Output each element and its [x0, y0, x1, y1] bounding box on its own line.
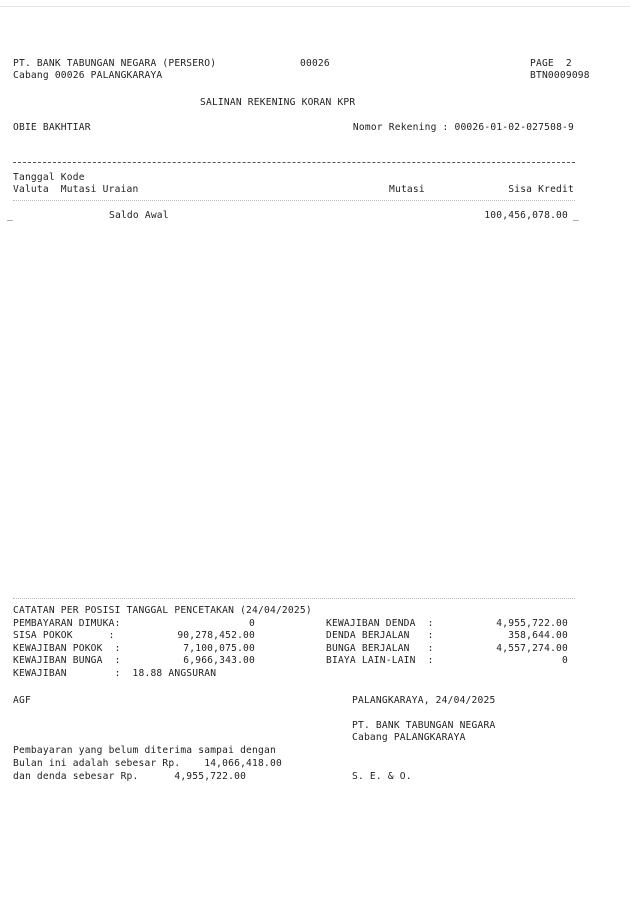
summary-right-value: 4,955,722.00 — [496, 618, 568, 629]
summary-left-label: KEWAJIBAN : 18.88 ANGSURAN — [13, 668, 217, 679]
branch-code: 00026 — [300, 58, 330, 69]
summary-right-label: KEWAJIBAN DENDA : — [326, 618, 434, 629]
summary-right-label: DENDA BERJALAN : — [326, 630, 434, 641]
note-line-1: Pembayaran yang belum diterima sampai dengan — [13, 745, 276, 756]
summary-left-label: KEWAJIBAN BUNGA : — [13, 655, 121, 666]
summary-right-value: 4,557,274.00 — [496, 643, 568, 654]
col-header-date-code: Tanggal Kode — [13, 172, 85, 183]
col-header-valuta-mutasi-uraian: Valuta Mutasi Uraian — [13, 184, 139, 195]
row-left-marker: _ — [7, 210, 13, 221]
col-header-mutasi: Mutasi — [389, 184, 425, 195]
summary-left-value: 0 — [249, 618, 255, 629]
place-date: PALANGKARAYA, 24/04/2025 — [352, 695, 496, 706]
summary-right-value: 0 — [562, 655, 568, 666]
summary-left-label: SISA POKOK : — [13, 630, 115, 641]
summary-right-label: BUNGA BERJALAN : — [326, 643, 434, 654]
table-top-divider — [13, 162, 575, 163]
document-title: SALINAN REKENING KORAN KPR — [200, 97, 356, 108]
summary-title: CATATAN PER POSISI TANGGAL PENCETAKAN (24/04/2025) — [13, 605, 312, 616]
top-border — [0, 6, 630, 7]
summary-left-value: 6,966,343.00 — [183, 655, 255, 666]
summary-left-value: 90,278,452.00 — [177, 630, 255, 641]
note-line-2: Bulan ini adalah sebesar Rp. 14,066,418.00 — [13, 758, 282, 769]
document-code: BTN0009098 — [530, 70, 590, 81]
footer-bank-name: PT. BANK TABUNGAN NEGARA — [352, 720, 496, 731]
agf-code: AGF — [13, 695, 31, 706]
summary-left-value: 7,100,075.00 — [183, 643, 255, 654]
summary-right-value: 358,644.00 — [508, 630, 568, 641]
table-header-divider — [13, 200, 575, 201]
errors-omissions-note: S. E. & O. — [352, 771, 412, 782]
row-description: Saldo Awal — [109, 210, 169, 221]
footer-branch: Cabang PALANGKARAYA — [352, 732, 466, 743]
branch-name: Cabang 00026 PALANGKARAYA — [13, 70, 163, 81]
summary-divider — [13, 598, 575, 599]
page-number: PAGE 2 — [530, 58, 572, 69]
account-number: Nomor Rekening : 00026-01-02-027508-9 — [352, 122, 574, 133]
account-holder: OBIE BAKHTIAR — [13, 122, 91, 133]
summary-right-label: BIAYA LAIN-LAIN : — [326, 655, 434, 666]
bank-name: PT. BANK TABUNGAN NEGARA (PERSERO) — [13, 58, 217, 69]
row-sisa-kredit: 100,456,078.00 — [484, 210, 568, 221]
row-right-marker: _ — [573, 210, 579, 221]
col-header-sisa-kredit: Sisa Kredit — [508, 184, 574, 195]
summary-left-label: KEWAJIBAN POKOK : — [13, 643, 121, 654]
note-line-3: dan denda sebesar Rp. 4,955,722.00 — [13, 771, 247, 782]
summary-left-label: PEMBAYARAN DIMUKA: — [13, 618, 121, 629]
